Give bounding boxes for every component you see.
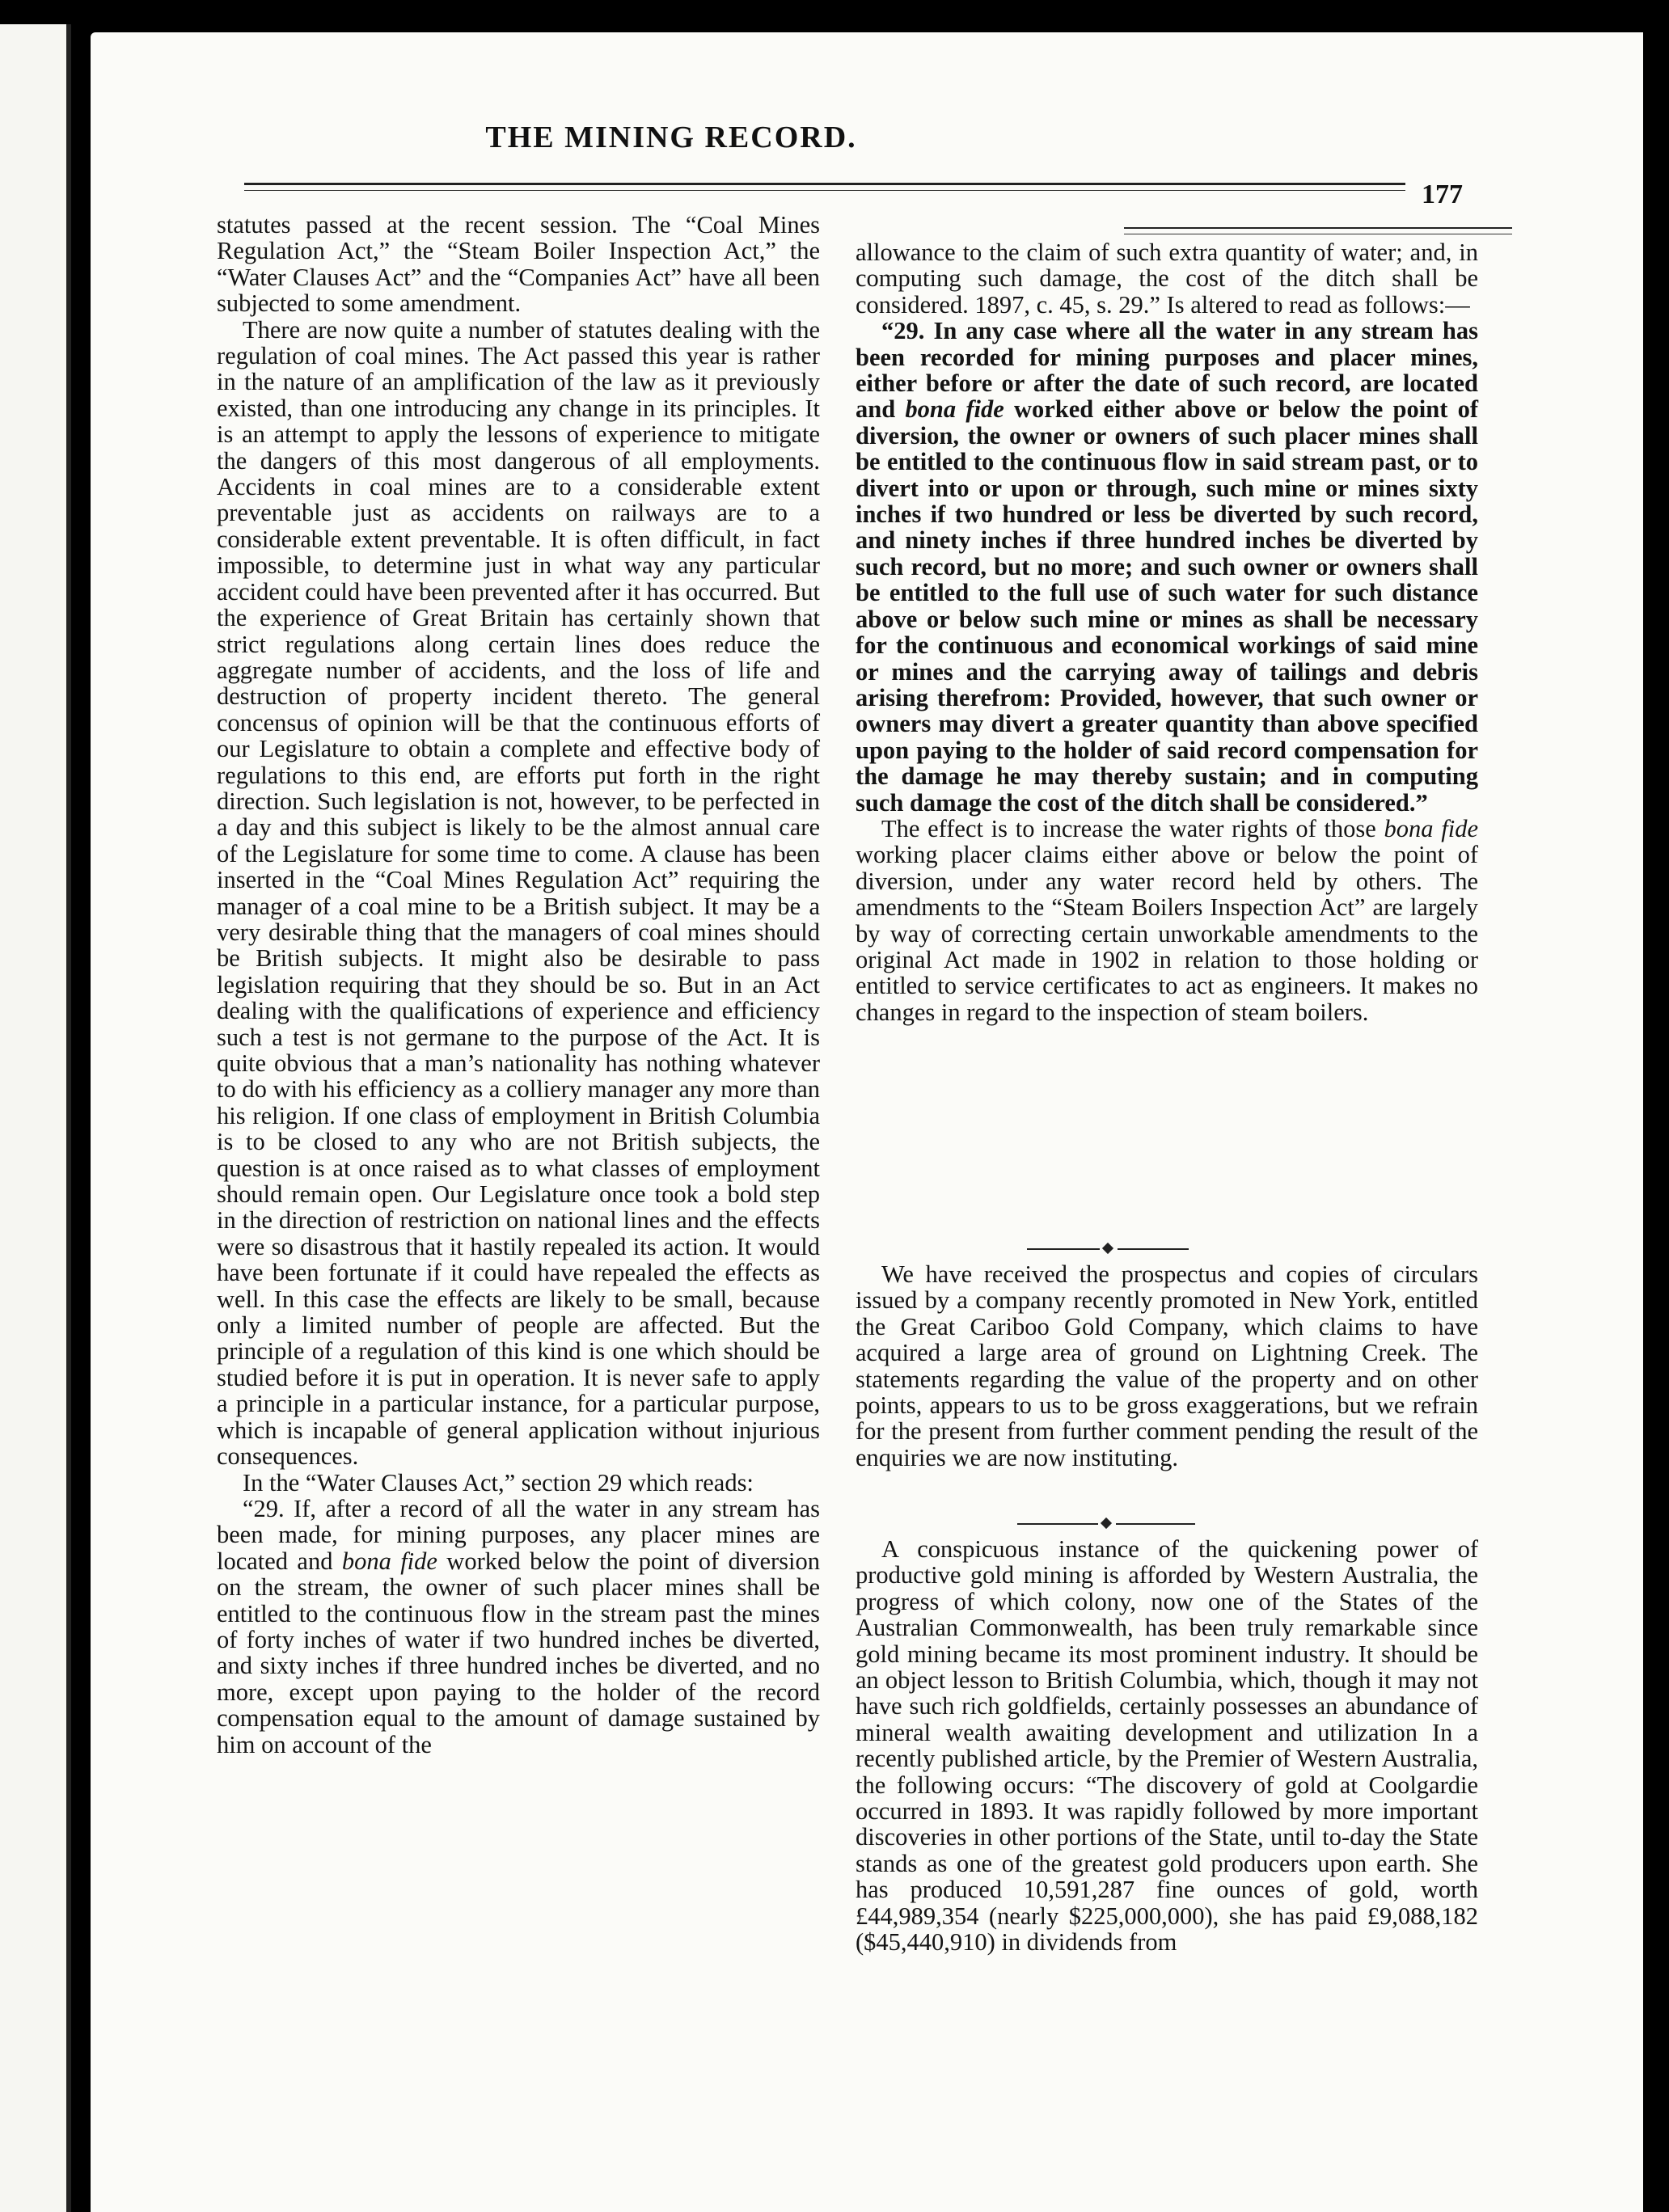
- page-number: 177: [1422, 179, 1463, 209]
- facing-page-edge: [0, 24, 71, 2212]
- section-divider: [1017, 1518, 1195, 1530]
- paragraph: There are now quite a number of statutes dealing with the regulation of coal mines. The Act passed this year is rather in the nature of an amplification of the law as it previously existed, than one introducing any change in its principles. It is an attempt to apply the lessons of experience to mitigate the dangers of this most dangerous of all employments. Accidents in coal mines are to a considerable extent preventable just as accidents on railways are to a considerable extent preventable. It is often difficult, in fact impossible, to determine just in what way any particular accident could have been prevented after it has occurred. But the experience of Great Britain has certainly shown that strict regulations along certain lines does reduce the aggregate number of accidents, and the loss of life and destruction of property incident thereto. The general concensus of opinion will be that the continuous efforts of our Legislature to obtain a complete and effective body of regulations to this end, are efforts put forth in the right direction. Such legislation is not, however, to be perfected in a day and this subject is likely to be the almost annual care of the Legislature for some time to come. A clause has been inserted in the “Coal Mines Regulation Act” requiring the manager of a coal mine to be a British subject. It may be a very desirable thing that the managers of coal mines should be British subjects. It might also be desirable to pass legislation requiring that they should be so. But in an Act dealing with the qualifications of experience and efficiency such a test is not germane to the purpose of the Act. It is quite obvious that a man’s nationality has nothing whatever to do with his efficiency as a colliery manager any more than his religion. If one class of employment in British Columbia is to be closed to any who are not British subjects, the question is at once raised as to what classes of employment should remain open. Our Legislature once took a bold step in the direction of restriction on national lines and the effects were so disastrous that it hastily repealed its action. It would have been fortunate if it could have repealed the effects as well. In this case the effects are likely to be small, because only a limited number of people are affected. But the principle of a regulation of this kind is one which should be studied before it is put in operation. It is never safe to apply a principle in a particular instance, for a particular purpose, which is incapable of general application without injurious consequences.: [217, 315, 820, 1471]
- paragraph: In the “Water Clauses Act,” section 29 which reads:: [243, 1468, 754, 1496]
- header-rule-thin: [244, 190, 1405, 191]
- right-column-middle: [856, 1261, 1478, 1471]
- paragraph: We have received the prospectus and copies of circulars issued by a company recently promoted in New York, entitled the Great Cariboo Gold Company, which claims to have acquired a large area of ground on Lightning Creek. The statements regarding the value of the property and on other points, appears to us to be gross exaggerations, but we refrain for the present from further comment pending the result of the enquiries we are now instituting.: [856, 1260, 1478, 1471]
- left-column: [217, 212, 820, 1758]
- paragraph: allowance to the claim of such extra quantity of water; and, in computing such damage, the cost of the ditch shall be considered. 1897, c. 45, s. 29.” Is altered to read as follows:—: [856, 239, 1478, 319]
- right-column-top: [856, 239, 1478, 1025]
- paragraph: The effect is to increase the water rights of those bona fide working placer claims either above or below the point of diversion, under any water record held by others. The amendments to the “Steam Boilers Inspection Act” are largely by way of correcting certain unworkable amendments to the original Act made in 1902 in relation to those holding or entitled to service certificates to act as engineers. It makes no changes in regard to the inspection of steam boilers.: [856, 814, 1478, 1026]
- right-column-bottom: [856, 1536, 1478, 1956]
- header-rule-right-thick: [1124, 227, 1512, 229]
- section-divider: [1027, 1243, 1189, 1255]
- quoted-section: “29. If, after a record of all the water in any stream has been made, for mining purposes, any placer mines are located and bona fide worked below the point of diversion on the stream, the owner of such placer mines shall be entitled to the continuous flow in the stream past the mines of forty inches of water if two hundred inches be diverted, and sixty inches if three hundred inches be diverted, and no more, except upon paying to the holder of the record compensation equal to the amount of damage sustained by him on account of the: [217, 1494, 820, 1758]
- paragraph: statutes passed at the recent session. The “Coal Mines Regulation Act,” the “Steam Boiler Inspection Act,” the “Water Clauses Act” and the “Companies Act” have all been subjected to some amendment.: [217, 211, 820, 318]
- running-header: THE MINING RECORD.: [485, 120, 857, 154]
- header-rule-thick: [244, 183, 1405, 185]
- quoted-section: “29. In any case where all the water in any stream has been recorded for mining purposes and placer mines, either before or after the date of such record, are located and bona fide worked either above or below the point of diversion, the owner or owners of such placer mines shall be entitled to the continuous flow in said stream past, or to divert into or upon or through, such mine or mines sixty inches if two hundred or less be diverted by such record, and ninety inches if three hundred inches be diverted by such record, but no more; and such owner or owners shall be entitled to the full use of such water for such distance above or below such mine or mines as shall be necessary for the continuous and economical workings of said mine or mines and the carrying away of tailings and debris arising therefrom: Provided, however, that such owner or owners may divert a greater quantity than above specified upon paying to the holder of said record compensation for the damage he may thereby sustain; and in computing such damage the cost of the ditch shall be considered.”: [856, 317, 1478, 817]
- paragraph: A conspicuous instance of the quickening power of productive gold mining is afforded by Western Australia, the progress of which colony, now one of the States of the Australian Commonwealth, has been truly remarkable since gold mining became its most prominent industry. It should be an object lesson to British Columbia, which, though it may not have such rich goldfields, certainly possesses an abundance of mineral wealth awaiting development and utilization In a recently published article, by the Premier of Western Australia, the following occurs: “The discovery of gold at Coolgardie occurred in 1893. It was rapidly followed by more important discoveries in other portions of the State, until to-day the State stands as one of the greatest gold producers upon earth. She has produced 10,591,287 fine ounces of gold, worth £44,989,354 (nearly $225,000,000), she has paid £9,088,182 ($45,440,910) in dividends from: [856, 1535, 1478, 1957]
